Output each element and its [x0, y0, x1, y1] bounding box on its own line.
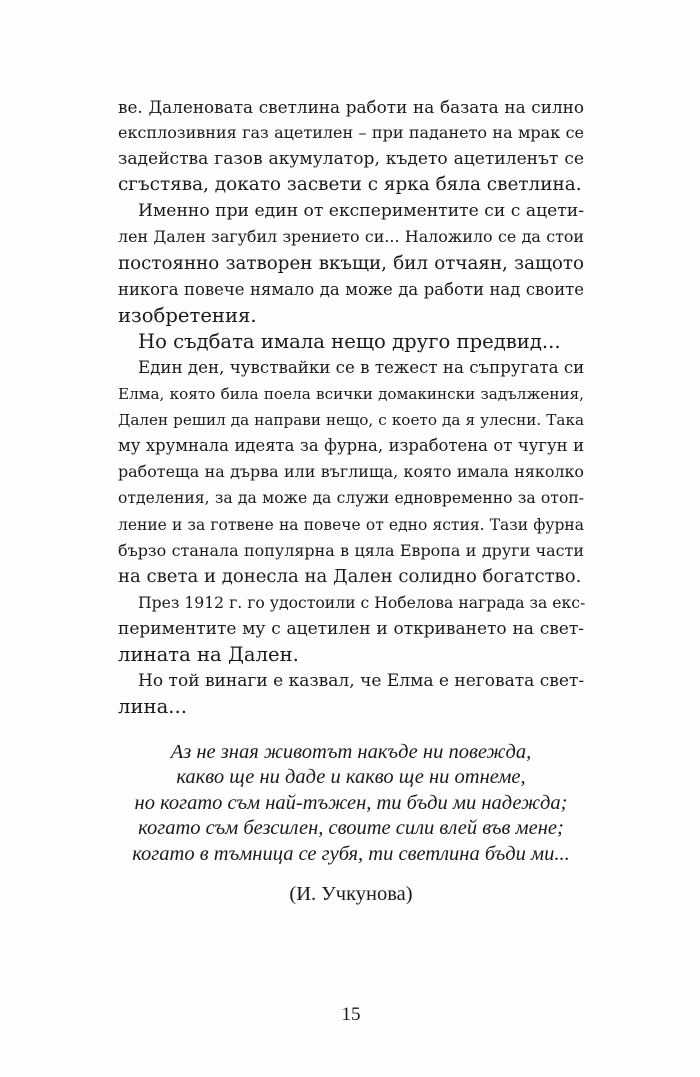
poem-quote	[118, 740, 584, 867]
paragraph-2	[118, 198, 584, 328]
text-line: Един ден, чувствайки се в тежест на съпругата си	[138, 357, 585, 377]
text-line: задейства газов акумулатор, където ацетиленът се	[118, 149, 584, 170]
text-line: изобретения.	[118, 303, 257, 327]
text-line: лен Дален загубил зрението си... Наложило се да стои	[118, 227, 584, 247]
text-line: ве. Даленовата светлина работи на базата на силно	[118, 97, 584, 117]
paragraph-6	[118, 668, 584, 720]
text-line: периментите му с ацетилен и откриването на свет-	[118, 618, 584, 639]
text-line: Но той винаги е казвал, че Елма е неговата свет-	[138, 671, 585, 692]
text-line: никога повече нямало да може да работи над своите	[118, 279, 584, 299]
text-line: отделения, за да може да служи едновременно за отоп-	[118, 489, 584, 508]
poem-line: когато съм безсилен, своите сили влей във мене;	[138, 817, 564, 840]
text-line: лина...	[118, 695, 187, 719]
poem-line: но когато съм най-тъжен, ти бъди ми надежда;	[134, 791, 568, 814]
paragraph-4	[118, 355, 584, 590]
text-line: работеща на дърва или въглища, която имала няколко	[118, 462, 584, 482]
text-line: на света и донесла на Дален солидно богатство.	[118, 565, 582, 587]
text-line: му хрумнала идеята за фурна, изработена от чугун и	[118, 436, 584, 456]
text-line: бързо станала популярна в цяла Европа и други части	[118, 540, 584, 560]
page-number: 15	[341, 1004, 361, 1025]
paragraph-5	[118, 590, 584, 668]
text-line: Именно при един от експериментите си с ацети-	[138, 201, 584, 222]
text-line: експлозивния газ ацетилен – при падането на мрак се	[118, 123, 584, 143]
text-line: През 1912 г. го удостоили с Нобелова награда за екс-	[138, 592, 586, 612]
paragraph-1	[118, 94, 584, 198]
paragraph-3	[118, 329, 584, 355]
text-line: Дален решил да направи нещо, с което да я улесни. Така	[118, 411, 584, 430]
text-line: ление и за готвене на повече от едно ястия. Тази фурна	[118, 515, 584, 534]
text-line: постоянно затворен вкъщи, бил отчаян, защото	[118, 252, 584, 274]
text-line: Но съдбата имала нещо друго предвид...	[138, 329, 561, 353]
text-line: сгъстява, докато засвети с ярка бяла светлина.	[118, 174, 582, 196]
poem-line: Аз не зная животът накъде ни повежда,	[170, 741, 532, 763]
text-line: Елма, която била поела всички домакински задължения,	[118, 385, 584, 404]
poem-attribution: (И. Учкунова)	[289, 883, 413, 905]
book-page-body	[118, 94, 584, 720]
poem-line: какво ще ни даде и какво ще ни отнеме,	[176, 766, 526, 789]
poem-line: когато в тъмница се губя, ти светлина бъди ми...	[132, 842, 570, 865]
text-line: лината на Дален.	[118, 642, 299, 666]
